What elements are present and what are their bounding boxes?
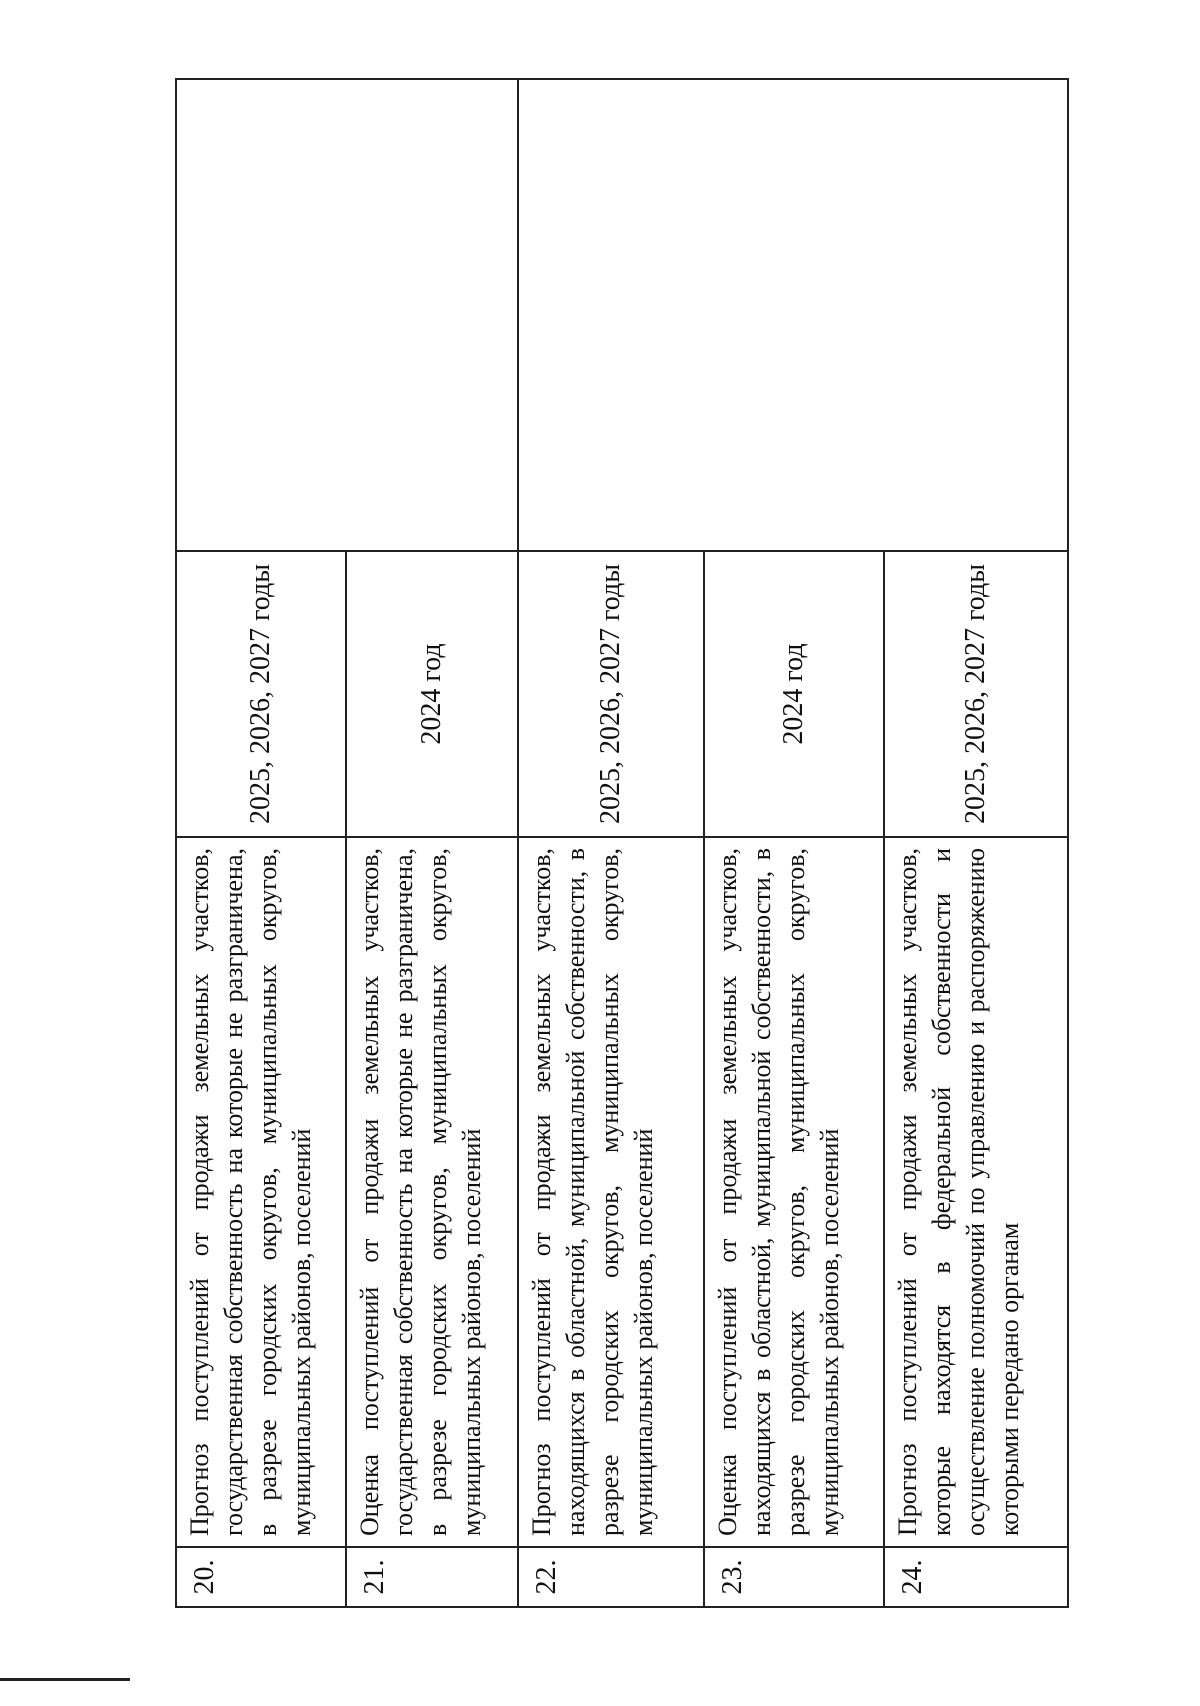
rotated-table-wrapper [175, 78, 1067, 1608]
row-number: 22. [518, 1547, 704, 1607]
row-description: Оценка поступлений от продажи земельных участков, находящихся в областной, муниципальной собственности, в разрезе городских округов, муниципальных округов, муниципальных районов, поселений [704, 837, 884, 1547]
row-period: 2025, 2026, 2027 годы [518, 551, 704, 837]
table-row [176, 79, 346, 1607]
row-number: 20. [176, 1547, 346, 1607]
table-row [518, 79, 704, 1607]
row-number: 24. [884, 1547, 1068, 1607]
row-description: Оценка поступлений от продажи земельных участков, государственная собственность на которые не разграничена, в разрезе городских округов, муниципальных округов, муниципальных районов, поселений [346, 837, 518, 1547]
row-number: 23. [704, 1547, 884, 1607]
row-number: 21. [346, 1547, 518, 1607]
row-period: 2025, 2026, 2027 годы [176, 551, 346, 837]
empty-cell [518, 79, 1068, 551]
data-table [175, 78, 1069, 1608]
row-period: 2024 год [704, 551, 884, 837]
row-period: 2025, 2026, 2027 годы [884, 551, 1068, 837]
row-description: Прогноз поступлений от продажи земельных участков, находящихся в областной, муниципальной собственности, в разрезе городских округов, муниципальных округов, муниципальных районов, поселений [518, 837, 704, 1547]
empty-cell [176, 79, 518, 551]
row-period: 2024 год [346, 551, 518, 837]
scan-edge-mark [0, 1678, 130, 1681]
row-description: Прогноз поступлений от продажи земельных участков, которые находятся в федеральной собственности и осуществление полномочий по управлению и распоряжению которыми передано органам [884, 837, 1068, 1547]
row-description: Прогноз поступлений от продажи земельных участков, государственная собственность на которые не разграничена, в разрезе городских округов, муниципальных округов, муниципальных районов, поселений [176, 837, 346, 1547]
document-page [175, 78, 1067, 1608]
